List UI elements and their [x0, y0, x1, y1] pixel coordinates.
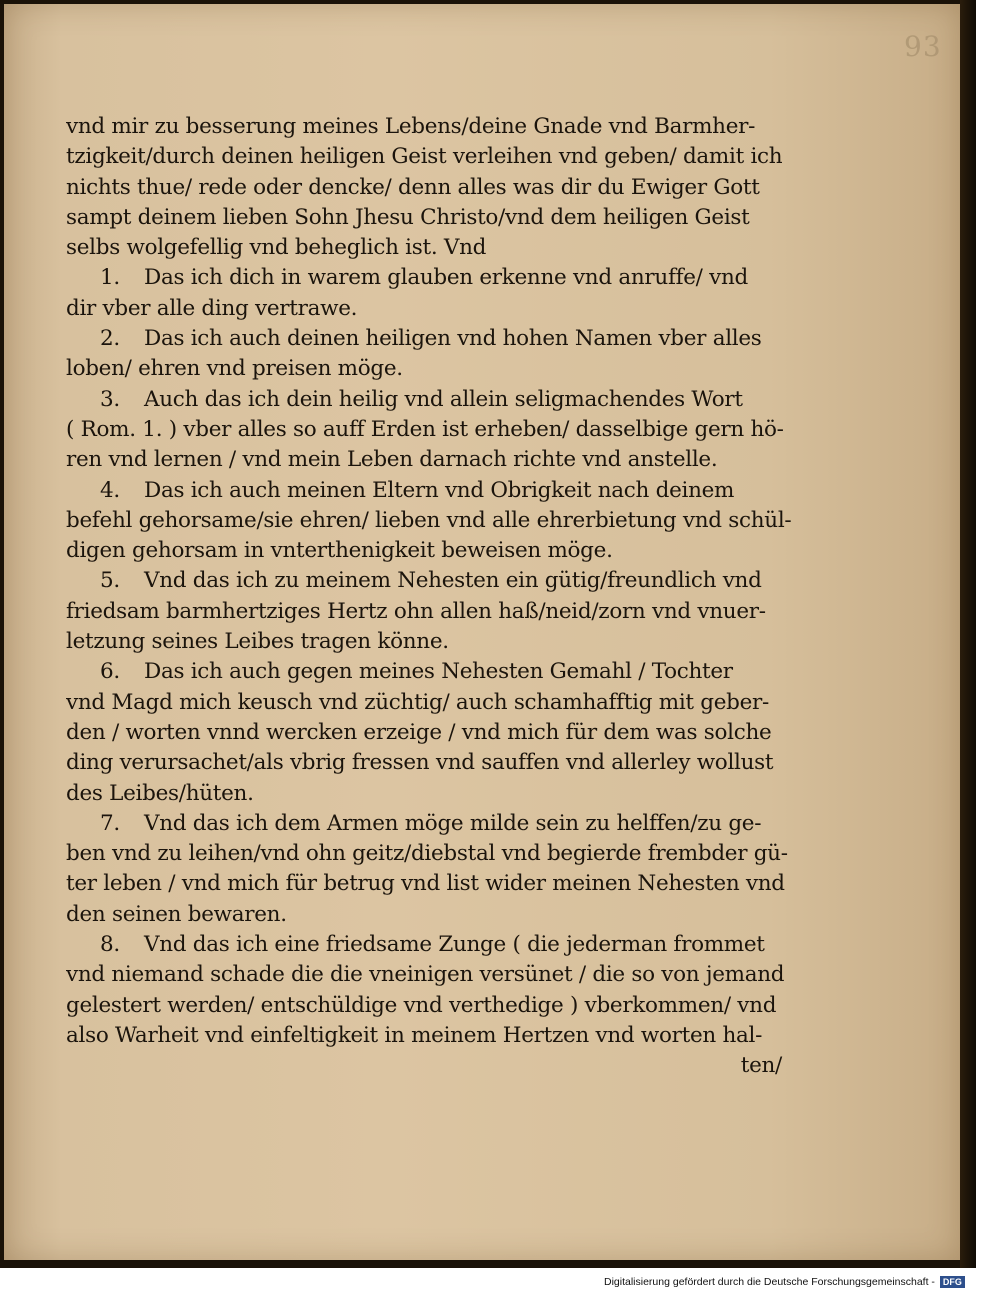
line-text: ding verursachet/als vbrig fressen vnd sauffen vnd allerley wollust [66, 750, 774, 776]
text-line [66, 324, 796, 354]
text-line [66, 112, 796, 142]
text-line [66, 294, 796, 324]
line-text: den seinen bewaren. [66, 901, 287, 927]
text-line [66, 173, 796, 203]
line-text: Vnd das ich zu meinem Nehesten ein gütig/freundlich vnd [144, 568, 762, 594]
line-text: digen gehorsam in vnterthenigkeit beweisen möge. [66, 538, 613, 564]
line-text: den / worten vnnd wercken erzeige / vnd mich für dem was solche [66, 719, 772, 745]
line-text: ben vnd zu leihen/vnd ohn geitz/diebstal vnd begierde frembder gü- [66, 841, 788, 867]
funding-footer [604, 1275, 965, 1289]
line-text: letzung seines Leibes tragen könne. [66, 629, 449, 655]
item-number: 6. [100, 659, 120, 685]
book-page [4, 4, 960, 1260]
text-line [66, 203, 796, 233]
text-line [66, 869, 796, 899]
funding-credit: Digitalisierung gefördert durch die Deutsche Forschungsgemeinschaft - [604, 1276, 935, 1288]
folio-number: 93 [904, 30, 942, 63]
text-line [66, 566, 796, 596]
text-line [66, 142, 796, 172]
item-number: 7. [100, 810, 120, 836]
line-text: friedsam barmhertziges Hertz ohn allen haß/neid/zorn vnd vnuer- [66, 598, 766, 624]
item-number: 1. [100, 265, 120, 291]
line-text: nichts thue/ rede oder dencke/ denn alles was dir du Ewiger Gott [66, 174, 760, 200]
line-text: Das ich dich in warem glauben erkenne vnd anruffe/ vnd [144, 265, 749, 291]
text-line [66, 779, 796, 809]
line-text: tzigkeit/durch deinen heiligen Geist verleihen vnd geben/ damit ich [66, 144, 783, 170]
text-line [66, 688, 796, 718]
item-number: 5. [100, 568, 120, 594]
text-line [66, 354, 796, 384]
page-text [66, 112, 796, 1082]
dfg-logo-icon: DFG [940, 1276, 965, 1288]
text-line [66, 718, 796, 748]
text-line [66, 930, 796, 960]
line-text: Das ich auch deinen heiligen vnd hohen Namen vber alles [144, 326, 762, 352]
text-line [66, 809, 796, 839]
line-text: befehl gehorsame/sie ehren/ lieben vnd alle ehrerbietung vnd schül- [66, 507, 792, 533]
text-line [66, 233, 796, 263]
text-line [66, 1021, 796, 1051]
text-line [66, 627, 796, 657]
text-line [66, 748, 796, 778]
item-number: 2. [100, 326, 120, 352]
line-text: ( Rom. 1. ) vber alles so auff Erden ist erheben/ dasselbige gern hö- [66, 416, 784, 442]
text-line [66, 900, 796, 930]
line-text: also Warheit vnd einfeltigkeit in meinem Hertzen vnd worten hal- [66, 1022, 763, 1048]
text-line [66, 415, 796, 445]
text-line [66, 445, 796, 475]
line-text: dir vber alle ding vertrawe. [66, 295, 358, 321]
line-text: sampt deinem lieben Sohn Jhesu Christo/vnd dem heiligen Geist [66, 204, 750, 230]
text-line [66, 657, 796, 687]
line-text: vnd niemand schade die die vneinigen versünet / die so von jemand [66, 962, 785, 988]
text-line [66, 385, 796, 415]
text-line [66, 839, 796, 869]
text-line [66, 506, 796, 536]
item-number: 3. [100, 386, 120, 412]
line-text: vnd mir zu besserung meines Lebens/deine Gnade vnd Barmher- [66, 114, 756, 139]
line-text: vnd Magd mich keusch vnd züchtig/ auch schamhafftig mit geber- [66, 689, 769, 715]
line-text: ren vnd lernen / vnd mein Leben darnach richte vnd anstelle. [66, 447, 718, 473]
line-text: Das ich auch meinen Eltern vnd Obrigkeit nach deinem [144, 477, 735, 503]
item-number: 8. [100, 932, 120, 958]
text-line [66, 991, 796, 1021]
line-text: ter leben / vnd mich für betrug vnd list wider meinen Nehesten vnd [66, 871, 785, 897]
line-text: Auch das ich dein heilig vnd allein seligmachendes Wort [144, 386, 743, 412]
text-line [66, 597, 796, 627]
line-text: des Leibes/hüten. [66, 780, 254, 806]
line-text: Vnd das ich dem Armen möge milde sein zu helffen/zu ge- [144, 810, 762, 836]
page-edge-shadow [960, 0, 976, 1268]
text-line [66, 476, 796, 506]
catchword: ten/ [740, 1053, 782, 1079]
item-number: 4. [100, 477, 120, 503]
text-line [66, 536, 796, 566]
line-text: Vnd das ich eine friedsame Zunge ( die jederman frommet [144, 932, 765, 958]
text-line [66, 263, 796, 293]
line-text: selbs wolgefellig vnd beheglich ist. Vnd [66, 235, 487, 261]
line-text: gelestert werden/ entschüldige vnd verthedige ) vberkommen/ vnd [66, 992, 777, 1018]
line-text: Das ich auch gegen meines Nehesten Gemahl / Tochter [144, 659, 733, 685]
text-line [66, 960, 796, 990]
line-text: loben/ ehren vnd preisen möge. [66, 356, 403, 382]
